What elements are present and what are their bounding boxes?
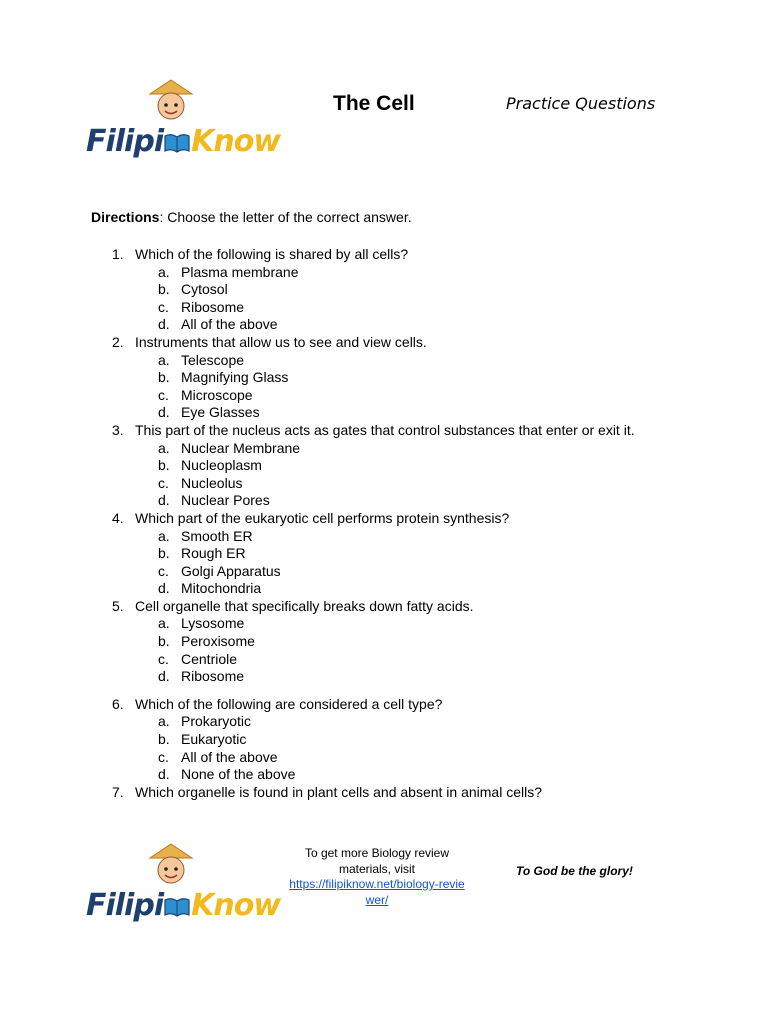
- option-text: Nuclear Pores: [181, 492, 270, 509]
- option-text: Telescope: [181, 351, 245, 368]
- option-text: Magnifying Glass: [181, 369, 289, 386]
- question-text: Instruments that allow us to see and view cells.: [135, 333, 427, 350]
- logo-text-part2: Know: [191, 888, 281, 923]
- answer-option: [0, 545, 768, 563]
- answer-option: [0, 633, 768, 651]
- question-item: [0, 422, 768, 440]
- option-text: Nucleolus: [181, 474, 243, 491]
- option-text: Microscope: [181, 386, 253, 403]
- option-letter: a.: [158, 615, 170, 632]
- directions-text: : Choose the letter of the correct answer.: [159, 209, 412, 225]
- page-title: The Cell: [333, 92, 415, 115]
- question-item: [0, 784, 768, 802]
- answer-option: [0, 475, 768, 493]
- option-text: Peroxisome: [181, 633, 255, 650]
- directions: [91, 209, 412, 225]
- option-letter: d.: [158, 668, 170, 685]
- question-item: [0, 696, 768, 714]
- answer-option: [0, 299, 768, 317]
- option-text: Nucleoplasm: [181, 457, 262, 474]
- option-text: Mitochondria: [181, 580, 262, 597]
- mascot-icon: [144, 78, 198, 124]
- question-text: This part of the nucleus acts as gates that control substances that enter or exit it.: [135, 421, 635, 438]
- option-text: Centriole: [181, 650, 238, 667]
- option-letter: d.: [158, 316, 170, 333]
- answer-option: [0, 713, 768, 731]
- filipiknow-logo: [86, 78, 281, 173]
- option-letter: a.: [158, 713, 170, 730]
- answer-option: [0, 731, 768, 749]
- question-list: [0, 246, 768, 801]
- answer-option: [0, 766, 768, 784]
- question-text: Which part of the eukaryotic cell performs protein synthesis?: [135, 509, 510, 526]
- answer-option: [0, 264, 768, 282]
- option-letter: a.: [158, 439, 170, 456]
- question-gap: [0, 686, 768, 696]
- answer-option: [0, 528, 768, 546]
- option-text: All of the above: [181, 748, 278, 765]
- option-text: Nuclear Membrane: [181, 439, 301, 456]
- option-text: Golgi Apparatus: [181, 562, 281, 579]
- option-letter: b.: [158, 633, 170, 650]
- question-item: [0, 246, 768, 264]
- book-icon: [163, 896, 191, 918]
- footer-text: [286, 846, 468, 908]
- option-letter: d.: [158, 492, 170, 509]
- option-text: Eye Glasses: [181, 404, 260, 421]
- option-letter: c.: [158, 562, 169, 579]
- option-text: All of the above: [181, 316, 278, 333]
- answer-option: [0, 404, 768, 422]
- option-letter: d.: [158, 580, 170, 597]
- question-number: 5.: [112, 597, 124, 614]
- option-text: Plasma membrane: [181, 263, 299, 280]
- option-letter: c.: [158, 748, 169, 765]
- option-letter: b.: [158, 545, 170, 562]
- mascot-icon: [144, 842, 198, 888]
- page-subtitle: Practice Questions: [506, 94, 656, 113]
- footer-message: To get more Biology review materials, visit: [304, 846, 450, 876]
- option-text: Prokaryotic: [181, 713, 252, 730]
- option-text: Lysosome: [181, 615, 245, 632]
- option-letter: a.: [158, 263, 170, 280]
- option-letter: d.: [158, 404, 170, 421]
- answer-option: [0, 369, 768, 387]
- question-text: Cell organelle that specifically breaks down fatty acids.: [135, 597, 474, 614]
- question-item: [0, 598, 768, 616]
- option-text: Cytosol: [181, 281, 228, 298]
- question-item: [0, 510, 768, 528]
- answer-option: [0, 387, 768, 405]
- directions-label: Directions: [91, 209, 160, 225]
- question-text: Which organelle is found in plant cells and absent in animal cells?: [135, 783, 543, 800]
- option-letter: b.: [158, 457, 170, 474]
- option-letter: c.: [158, 474, 169, 491]
- logo-text-part1: Filipi: [86, 124, 164, 159]
- option-text: Rough ER: [181, 545, 246, 562]
- answer-option: [0, 457, 768, 475]
- option-text: Eukaryotic: [181, 731, 247, 748]
- option-letter: b.: [158, 369, 170, 386]
- answer-option: [0, 668, 768, 686]
- answer-option: [0, 749, 768, 767]
- question-number: 7.: [112, 783, 124, 800]
- question-text: Which of the following are considered a cell type?: [135, 695, 443, 712]
- question-number: 6.: [112, 695, 124, 712]
- question-number: 3.: [112, 421, 124, 438]
- answer-option: [0, 281, 768, 299]
- answer-option: [0, 615, 768, 633]
- question-item: [0, 334, 768, 352]
- option-letter: a.: [158, 527, 170, 544]
- option-letter: d.: [158, 766, 170, 783]
- option-letter: a.: [158, 351, 170, 368]
- answer-option: [0, 352, 768, 370]
- option-text: Ribosome: [181, 668, 245, 685]
- question-text: Which of the following is shared by all cells?: [135, 246, 409, 262]
- answer-option: [0, 651, 768, 669]
- answer-option: [0, 580, 768, 598]
- logo-text-part2: Know: [191, 124, 281, 159]
- option-text: Smooth ER: [181, 527, 253, 544]
- footer-glory: To God be the glory!: [516, 864, 633, 878]
- option-text: Ribosome: [181, 298, 245, 315]
- answer-option: [0, 440, 768, 458]
- answer-option: [0, 492, 768, 510]
- footer-logo: [86, 842, 281, 937]
- option-letter: c.: [158, 386, 169, 403]
- option-letter: c.: [158, 650, 169, 667]
- book-icon: [163, 132, 191, 154]
- question-number: 2.: [112, 333, 124, 350]
- answer-option: [0, 563, 768, 581]
- option-letter: c.: [158, 298, 169, 315]
- option-letter: b.: [158, 281, 170, 298]
- biology-reviewer-link[interactable]: https://filipiknow.net/biology-reviewer/: [289, 877, 465, 907]
- question-number: 4.: [112, 509, 124, 526]
- option-text: None of the above: [181, 766, 296, 783]
- question-number: 1.: [112, 246, 124, 262]
- answer-option: [0, 316, 768, 334]
- option-letter: b.: [158, 731, 170, 748]
- logo-text-part1: Filipi: [86, 888, 164, 923]
